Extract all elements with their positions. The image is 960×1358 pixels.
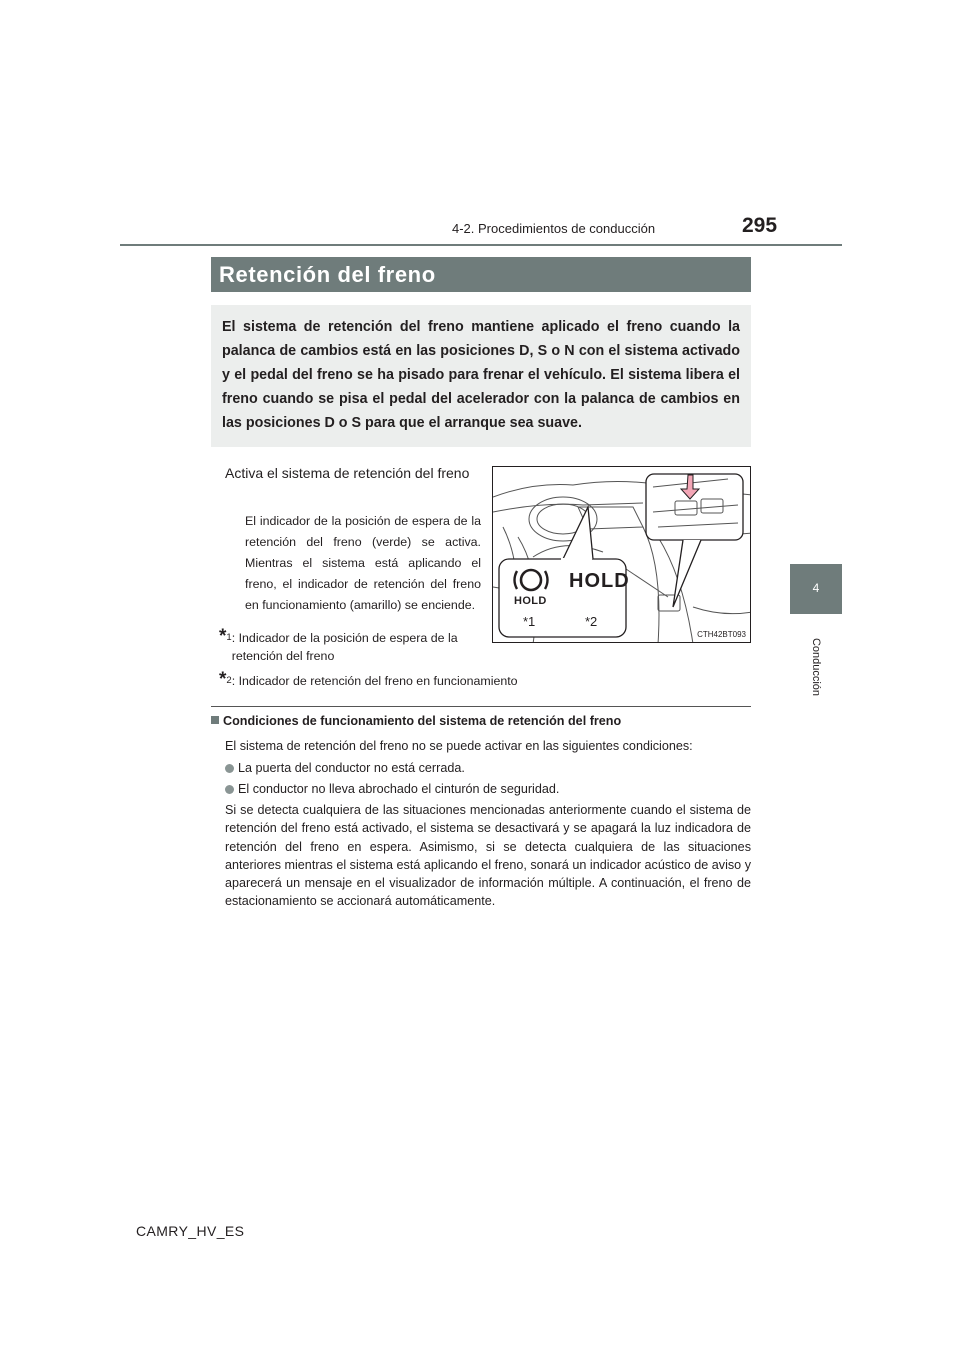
dashboard-illustration (492, 466, 751, 643)
page-title: Retención del freno (211, 257, 751, 292)
footer-code: CAMRY_HV_ES (136, 1223, 245, 1239)
chapter-tab-label (790, 622, 842, 712)
lead-text: Activa el sistema de retención del freno (225, 465, 470, 481)
bullet-dot-icon (225, 764, 234, 773)
chapter-tab-number: 4 (790, 564, 842, 614)
illustration-code: CTH42BT093 (697, 630, 746, 639)
footnote-1-num: 1 (226, 632, 232, 643)
chapter-tab-label-text: Conducción (810, 637, 822, 697)
list-item-text: El conductor no lleva abrochado el cinturón de seguridad. (238, 782, 560, 796)
square-bullet-icon (211, 716, 219, 724)
hold-standby-label: HOLD (514, 595, 547, 607)
conditions-intro: El sistema de retención del freno no se puede activar en las siguientes condiciones: (225, 739, 693, 753)
header-divider (120, 244, 842, 246)
footnote-1 (219, 626, 481, 665)
page-number: 295 (742, 214, 778, 237)
conditions-body: Si se detecta cualquiera de las situaciones mencionadas anteriormente cuando el sistema de retención del freno está activado, el sistema se desactivará y se apagará la luz indicadora de retención del freno en espera. Asimismo, si se detecta cualquiera de las situaciones anteriores mientras el sistema está aplicando el freno, sonará un indicador acústico de aviso y aparecerá un mensaje en el visualizador de información múltiple. A continuación, el freno de estacionamiento se accionará automáticamente. (225, 803, 751, 909)
lead-detail: El indicador de la posición de espera de la retención del freno (verde) se activa. Mientras el sistema está aplicando el freno, el indicador de retención del freno en funcionamiento (amarillo) se enciende. (245, 514, 481, 612)
footnote-2 (219, 669, 739, 690)
footnote-1-mark: * (219, 626, 227, 647)
indicator-star-1: *1 (523, 614, 536, 629)
intro-box: El sistema de retención del freno mantiene aplicado el freno cuando la palanca de cambios está en las posiciones D, S o N con el sistema activado y el pedal del freno se ha pisado para frenar el vehículo. El sistema libera el freno cuando se pisa el pedal del acelerador con la palanca de cambios en las posiciones D o S para que el arranque sea suave. (211, 305, 751, 447)
footnote-1-text: : Indicador de la posición de espera de la retención del freno (231, 631, 458, 663)
footnote-2-num: 2 (226, 675, 232, 686)
list-item-text: La puerta del conductor no está cerrada. (238, 761, 465, 775)
conditions-heading (211, 714, 621, 728)
list-item (225, 759, 751, 777)
section-divider (211, 706, 751, 707)
footnote-2-text: : Indicador de retención del freno en funcionamiento (231, 674, 518, 688)
conditions-heading-text: Condiciones de funcionamiento del sistema de retención del freno (223, 714, 622, 728)
indicator-star-2: *2 (585, 614, 598, 629)
section-title: 4-2. Procedimientos de conducción (452, 221, 656, 236)
footnote-2-mark: * (219, 669, 227, 690)
list-item (225, 780, 751, 798)
hold-operating-label: HOLD (569, 570, 630, 592)
bullet-dot-icon (225, 785, 234, 794)
